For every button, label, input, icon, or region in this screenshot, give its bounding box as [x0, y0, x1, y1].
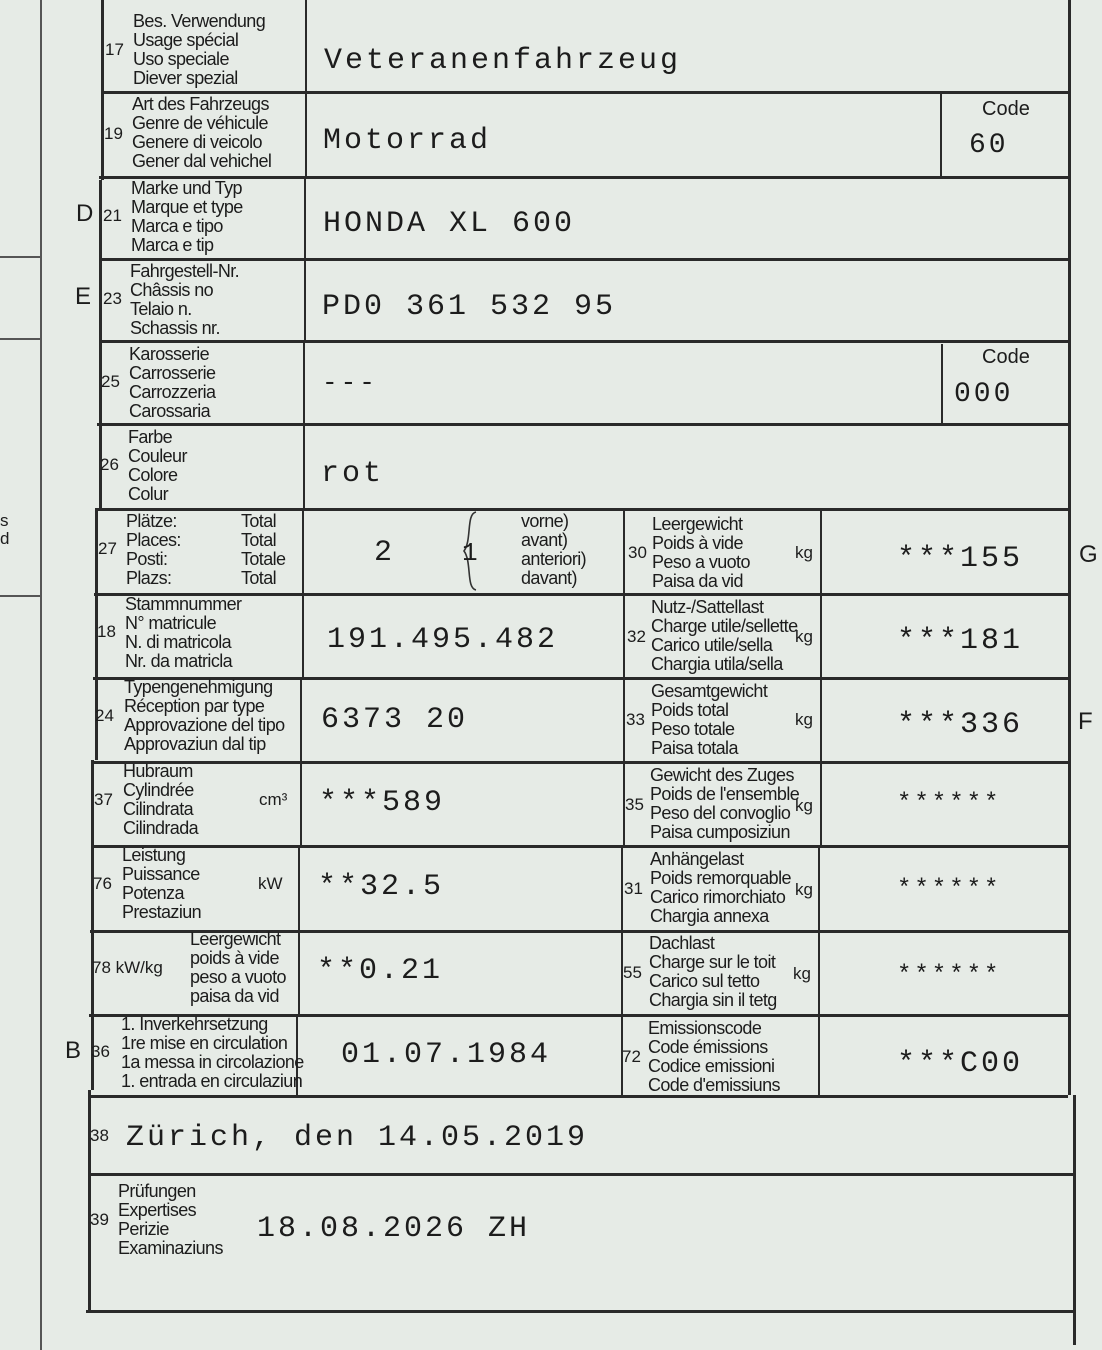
unit-label: kg [795, 880, 813, 899]
form-rule [88, 1173, 1073, 1176]
field-label: Peso a vuoto [652, 552, 750, 572]
field-label: Charge utile/sellette [651, 616, 798, 636]
body-type-code: 000 [954, 379, 1014, 410]
field-label: Carico rimorchiato [650, 887, 786, 907]
field-label: Colore [128, 465, 178, 485]
field-number: 32 [627, 627, 646, 646]
field-label: N. di matricola [125, 632, 232, 652]
seats-total-value: 2 [374, 536, 396, 570]
field-label: Code d'emissiuns [648, 1075, 780, 1095]
code-label: Code [982, 346, 1030, 368]
unit-label: kg [795, 627, 813, 646]
field-label: Prestaziun [122, 902, 202, 922]
body-type-value: --- [322, 368, 378, 398]
field-number: 25 [101, 372, 120, 391]
field-number: 19 [104, 124, 123, 143]
power-value: **32.5 [318, 870, 445, 904]
form-rule [304, 176, 306, 340]
seats-front-value: 1 [462, 538, 481, 568]
field-label: Poids à vide [652, 533, 743, 553]
field-label: 1re mise en circulation [121, 1033, 288, 1053]
field-label: Code émissions [648, 1037, 768, 1057]
field-label: Gener dal vehichel [132, 151, 272, 171]
field-label: 1. Inverkehrsetzung [121, 1014, 268, 1034]
field-number: 18 [97, 622, 116, 641]
inspection-value: 18.08.2026 ZH [257, 1212, 531, 1246]
form-rule [941, 344, 943, 423]
first-registration-value: 01.07.1984 [341, 1038, 552, 1072]
field-label: Marke und Typ [131, 178, 242, 198]
front-label: avant) [521, 530, 568, 550]
combination-weight-value: ****** [897, 790, 1002, 817]
field-label: Stammnummer [125, 594, 242, 614]
field-label: Carrozzeria [129, 382, 216, 402]
form-rule [88, 1095, 1068, 1098]
field-number: 23 [103, 289, 122, 308]
field-label: Poids total [651, 700, 729, 720]
field-label: Carico utile/sella [651, 635, 773, 655]
field-number: 38 [90, 1126, 109, 1145]
field-label: Chargia sin il tetg [649, 990, 777, 1010]
payload-value: ***181 [897, 624, 1024, 658]
field-number: 24 [95, 706, 114, 725]
field-label: Leergewicht [652, 514, 743, 534]
field-label: Usage spécial [133, 30, 239, 50]
field-number: 27 [98, 539, 117, 558]
margin-letter-b: B [65, 1037, 82, 1064]
field-label: Réception par type [124, 696, 265, 716]
field-number: 36 [91, 1042, 110, 1061]
field-label: Dachlast [649, 933, 715, 953]
field-label: Châssis no [130, 280, 214, 300]
field-label: Chargia utila/sella [651, 654, 783, 674]
field-label: Charge sur le toit [649, 952, 776, 972]
field-label: Peso del convoglio [650, 803, 791, 823]
roof-load-value: ****** [897, 962, 1002, 989]
total-label: Totale [241, 549, 286, 569]
unit-label: cm³ [259, 790, 288, 809]
form-rule [97, 423, 1068, 426]
field-label: Carrosserie [129, 363, 216, 383]
form-rule [99, 340, 1068, 343]
field-label: Poids remorquable [650, 868, 791, 888]
left-page-edge [40, 0, 42, 1350]
field-label: Telaio n. [130, 299, 192, 319]
form-rule [298, 845, 300, 1014]
field-label: Paisa totala [651, 738, 738, 758]
field-label: Peso totale [651, 719, 735, 739]
left-page-rule [0, 338, 40, 340]
front-label: davant) [521, 568, 577, 588]
field-label: Plazs: [126, 568, 172, 588]
field-label: Typengenehmigung [124, 677, 273, 697]
form-rule [92, 761, 1068, 764]
left-page-rule [0, 256, 40, 258]
field-number: 39 [90, 1210, 109, 1229]
field-label: Marca e tip [131, 235, 214, 255]
form-rule [91, 845, 1068, 848]
form-rule [820, 508, 822, 845]
field-label: peso a vuoto [190, 967, 286, 987]
field-number: 35 [625, 795, 644, 814]
field-label: Karosserie [129, 344, 210, 364]
field-number: 30 [628, 543, 647, 562]
type-approval-value: 6373 20 [321, 703, 469, 737]
power-to-weight-value: **0.21 [317, 954, 444, 988]
total-label: Total [241, 511, 277, 531]
field-label: Cilindrada [123, 818, 199, 838]
field-number: 37 [94, 790, 113, 809]
field-label: Nutz-/Sattellast [651, 597, 764, 617]
field-label: Prüfungen [118, 1181, 196, 1201]
field-label: Marca e tipo [131, 216, 223, 236]
field-label: Gewicht des Zuges [650, 765, 794, 785]
field-label: Diever spezial [133, 68, 238, 88]
form-rule [1068, 0, 1071, 1095]
field-label: Emissionscode [648, 1018, 762, 1038]
field-label: Leistung [122, 845, 186, 865]
field-label: Art des Fahrzeugs [132, 94, 269, 114]
field-label: 1a messa in circolazione [121, 1052, 304, 1072]
displacement-value: ***589 [319, 786, 446, 820]
margin-letter-d: D [76, 200, 94, 227]
make-model-value: HONDA XL 600 [323, 207, 576, 241]
form-rule [88, 1090, 91, 1312]
field-number: 21 [103, 206, 122, 225]
unit-label: kW [258, 874, 283, 893]
front-label: anteriori) [521, 549, 587, 569]
emissions-code-value: ***C00 [897, 1047, 1024, 1081]
field-label: Perizie [118, 1219, 169, 1239]
field-label: Genere di veicolo [132, 132, 262, 152]
field-label: poids à vide [190, 948, 279, 968]
unit-label: kg [795, 543, 813, 562]
unit-label: kg [793, 964, 811, 983]
field-label: Carico sul tetto [649, 971, 760, 991]
field-label: Marque et type [131, 197, 243, 217]
field-number: 31 [624, 879, 643, 898]
form-rule [101, 0, 104, 180]
left-page-rule [0, 595, 40, 597]
form-rule [1073, 1095, 1076, 1345]
registration-number-value: 191.495.482 [327, 623, 559, 657]
field-label: Farbe [128, 427, 173, 447]
field-label: Hubraum [123, 761, 193, 781]
total-label: Total [241, 530, 277, 550]
vehicle-type-value: Motorrad [323, 124, 492, 158]
field-label: Anhängelast [650, 849, 744, 869]
field-label: Chargia annexa [650, 906, 769, 926]
front-label: vorne) [521, 511, 569, 531]
field-label: paisa da vid [190, 986, 279, 1006]
field-label: N° matricule [125, 613, 217, 633]
form-rule [818, 845, 820, 1095]
field-label: Nr. da matricla [125, 651, 233, 671]
form-rule [99, 176, 1068, 179]
place-date-value: Zürich, den 14.05.2019 [126, 1121, 589, 1155]
field-number: 33 [626, 710, 645, 729]
total-weight-value: ***336 [897, 708, 1024, 742]
field-label: Approvazione del tipo [124, 715, 285, 735]
total-label: Total [241, 568, 277, 588]
chassis-number-value: PD0 361 532 95 [322, 290, 617, 324]
field-label: 1. entrada en circulaziun [121, 1071, 303, 1091]
field-label: Cylindrée [123, 780, 194, 800]
form-rule [302, 508, 304, 677]
field-label: Uso speciale [133, 49, 229, 69]
usage-value: Veteranenfahrzeug [324, 44, 682, 78]
field-label: Paisa cumposiziun [650, 822, 790, 842]
field-label: Posti: [126, 549, 168, 569]
unit-label: kg [795, 710, 813, 729]
field-label: Plätze: [126, 511, 177, 531]
field-label: Places: [126, 530, 181, 550]
field-number: 55 [623, 963, 642, 982]
field-label: Couleur [128, 446, 187, 466]
field-label: Fahrgestell-Nr. [130, 261, 240, 281]
color-value: rot [321, 457, 385, 491]
field-label: Poids de l'ensemble [650, 784, 800, 804]
field-label: Examinaziuns [118, 1238, 223, 1258]
field-number: 17 [105, 40, 124, 59]
form-rule [86, 1310, 1073, 1313]
field-label: Bes. Verwendung [133, 11, 266, 31]
field-number: 26 [100, 455, 119, 474]
field-label: Codice emissioni [648, 1056, 775, 1076]
field-label: Cilindrata [123, 799, 194, 819]
vehicle-type-code: 60 [969, 130, 1009, 161]
empty-weight-value: ***155 [897, 542, 1024, 576]
field-number: 78 kW/kg [92, 958, 163, 977]
field-label: Leergewicht [190, 929, 281, 949]
form-rule [305, 0, 307, 176]
margin-letter-g: G [1079, 541, 1098, 568]
field-label: Gesamtgewicht [651, 681, 768, 701]
field-label: Schassis nr. [130, 318, 220, 338]
field-label: Colur [128, 484, 169, 504]
field-number: 76 [93, 874, 112, 893]
field-label: Paisa da vid [652, 571, 743, 591]
field-label: Genre de véhicule [132, 113, 268, 133]
form-rule [99, 258, 1068, 261]
field-label: Approvaziun dal tip [124, 734, 266, 754]
form-rule [303, 340, 305, 508]
towing-capacity-value: ****** [897, 876, 1002, 903]
field-label: Carossaria [129, 401, 211, 421]
form-rule [940, 91, 942, 176]
code-label: Code [982, 98, 1030, 120]
field-label: Potenza [122, 883, 184, 903]
margin-letter-e: E [75, 283, 92, 310]
field-label: Puissance [122, 864, 200, 884]
field-number: 72 [622, 1047, 641, 1066]
form-rule [300, 677, 302, 845]
left-page-fragment: s d [0, 511, 10, 548]
field-label: Expertises [118, 1200, 197, 1220]
margin-letter-f: F [1078, 708, 1093, 735]
unit-label: kg [795, 796, 813, 815]
